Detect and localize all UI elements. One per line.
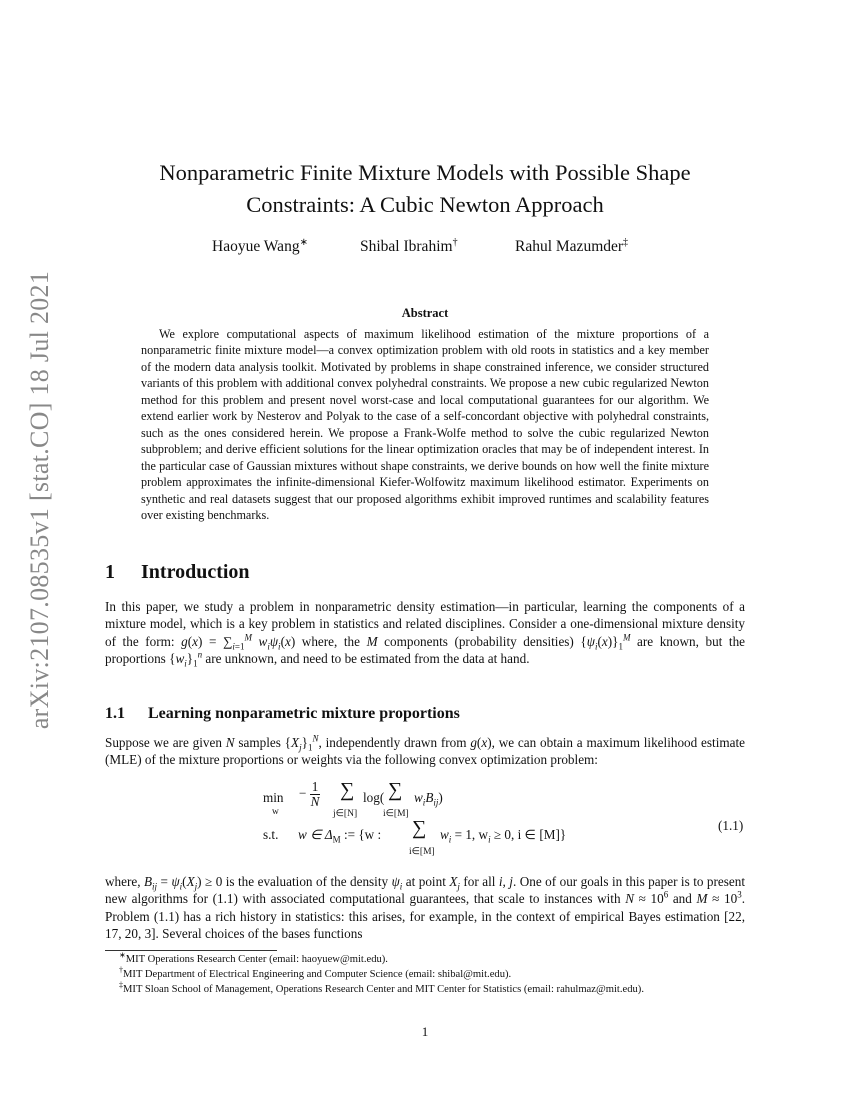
para2-text-b: samples: [234, 735, 285, 750]
eq-neg-frac: − $\frac{1}{N}$: [299, 779, 320, 809]
para2-text-d: , we can obtain a maximum likelihood estimate (MLE) of the mixture proportions or weights via the following convex optimization problem:: [105, 735, 745, 768]
title-line-2: Constraints: A Cubic Newton Approach: [246, 192, 604, 217]
para3-text-a: where,: [105, 874, 144, 889]
footnote-2: [105, 967, 765, 982]
page-number: 1: [421, 1024, 429, 1039]
section-number: 1: [105, 561, 115, 583]
eq-min: min: [263, 790, 284, 805]
eq-constraint-c: w: [440, 827, 449, 842]
intro-text-b: where, the: [295, 633, 367, 649]
eq-constraint-a: w ∈ Δ: [298, 827, 333, 842]
eq-summand: $w_iB_{ij}$): [414, 790, 443, 808]
eq-st: s.t.: [263, 827, 279, 842]
intro-text-e: are unknown, and need to be estimated from the data at hand.: [202, 651, 530, 667]
subsection-heading: [105, 705, 460, 723]
eq-frac-den: N: [310, 794, 320, 809]
footnotes: [105, 952, 765, 997]
subsection-title: Learning nonparametric mixture proportions: [148, 705, 460, 722]
paper-title: [100, 157, 750, 221]
equation-number: (1.1): [718, 818, 744, 833]
author-2-mark: †: [452, 236, 458, 248]
author-3-mark: ‡: [623, 236, 629, 248]
eq-constraint-e: ≥ 0, i ∈ [M]}: [490, 827, 567, 842]
footnote-2-text: MIT Department of Electrical Engineering and Computer Science (email: shibal@mit.edu).: [123, 969, 512, 980]
para3-text-g: . Problem (1.1) has a rich history in statistics: this arises, for example, in the context of empirical Bayes estimation [22, 17, 20, 3]. Several choices of the bases functions: [105, 891, 745, 942]
eq-sum-1-sub: j∈[N]: [333, 809, 358, 819]
author-1: [212, 238, 308, 256]
eq-sum-2-sub: i∈[M]: [383, 809, 409, 819]
intro-paragraph: In this paper, we study a problem in nonparametric density estimation—in particular, learning the components of a mixture model, which is a key problem in statistics and related disciplines. Consider a one-dimensional mixture density of the form: $g(x) = \sum_{i=1}^M$ $w_i\psi_i(x)$ where, the M components (probability densities) $\{\psi_i(x)\}_1^M$ are known, but the proportions $\{w_i\}_1^n$ are unknown, and need to be estimated from the data at hand.: [105, 599, 746, 669]
para3-text-f: and: [668, 891, 697, 907]
author-2: [360, 238, 458, 256]
footnote-1: [105, 952, 765, 967]
para3-text-d: for all: [459, 874, 499, 889]
eq-frac-num: 1: [311, 779, 319, 794]
intro-text-c: components (probability densities): [377, 633, 581, 649]
para2-text-c: , independently drawn from: [318, 735, 471, 750]
eq-close: ): [438, 790, 443, 805]
footnote-2-mark: †: [119, 965, 123, 975]
mle-paragraph: Suppose we are given N samples $\{X_j\}_1^N$, independently drawn from g(x), we can obtain a maximum likelihood estimate (MLE) of the mixture proportions or weights via the following convex optimization problem:: [105, 733, 745, 768]
abstract-heading: Abstract: [401, 306, 449, 320]
intro-text-a: In this paper, we study a problem in nonparametric density estimation—in particular, learning the components of a mixture model, which is a key problem in statistics and related disciplines. Consider a one-dimensional mixture density of the form:: [105, 599, 745, 649]
footnote-3-mark: ‡: [119, 980, 123, 990]
footnote-1-text: MIT Operations Research Center (email: haoyuew@mit.edu).: [125, 954, 388, 965]
eq-constraint-rest: $w_i = 1$, $w_i \ge 0$, i ∈ [M]}: [440, 827, 567, 845]
footnote-1-mark: ∗: [119, 950, 126, 960]
arxiv-sidebar-stamp: [20, 270, 60, 730]
eq-log: log(: [363, 790, 385, 805]
footnote-3: [105, 982, 765, 997]
eq-constraint-b: := {w :: [340, 827, 382, 842]
bases-paragraph: where, $B_{ij} = \psi_i(X_j) \ge 0$ is the evaluation of the density $\psi_i$ at point $X_j$ for all i, j. One of our goals in this paper is to present new algorithms for (1.1) with associated computational guarantees, that scale to instances with $N \approx 10^6$ and $M \approx 10^3$. Problem (1.1) has a rich history in statistics: this arises, for example, in the context of empirical Bayes estimation [22, 17, 20, 3]. Several choices of the bases functions: [105, 874, 745, 942]
abstract-body: We explore computational aspects of maximum likelihood estimation of the mixture proportions of a nonparametric finite mixture model—a convex optimization problem with old roots in statistics and a key member of the modern data analysis toolkit. Motivated by problems in shape constrained inference, we consider structured variants of this problem with additional convex polyhedral constraints. We propose a new cubic regularized Newton method for this problem and present novel worst-case and local computational guarantees for our algorithm. We extend earlier work by Nesterov and Polyak to the case of a self-concordant objective with polyhedral constraints, such as the ones considered herein. We propose a Frank-Wolfe method to solve the cubic regularized Newton subproblem; and derive efficient solutions for the linear optimization oracles that may be of independent interest. In the particular case of Gaussian mixtures without shape constraints, we derive bounds on how well the finite mixture problem approximates the infinite-dimensional Kiefer-Wolfowitz maximum likelihood estimator. Experiments on synthetic and real datasets suggest that our proposed algorithms exhibit improved runtimes and scalability features over existing benchmarks.: [141, 327, 709, 522]
footnote-rule: [105, 950, 277, 951]
author-1-mark: ∗: [299, 236, 308, 248]
para3-text-b: is the evaluation of the density: [222, 874, 392, 889]
title-line-1: Nonparametric Finite Mixture Models with Possible Shape: [159, 160, 691, 185]
eq-sum-3-sub: i∈[M]: [409, 847, 435, 857]
eq-sum-1: ∑: [340, 779, 355, 801]
eq-constraint: [298, 827, 381, 843]
eq-min-sub: w: [272, 807, 279, 817]
eq-constraint-sub: M: [332, 834, 341, 845]
para3-text-e: . One of our goals in this paper is to present new algorithms for (1.1) with associated computational guarantees, that scale to instances with: [105, 874, 745, 907]
section-heading-introduction: [105, 561, 250, 584]
footnote-3-text: MIT Sloan School of Management, Operations Research Center and MIT Center for Statistics (email: rahulmaz@mit.edu).: [123, 984, 644, 995]
intro-text-d: are known, but the proportions: [105, 633, 746, 667]
eq-constraint-d: = 1, w: [451, 827, 489, 842]
eq-sum-2: ∑: [388, 779, 403, 801]
section-title: Introduction: [141, 561, 250, 583]
arxiv-identifier: arXiv:2107.08535v1 [stat.CO] 18 Jul 2021: [25, 270, 54, 730]
author-2-name: Shibal Ibrahim: [360, 238, 453, 255]
author-3-name: Rahul Mazumder: [515, 238, 624, 255]
author-1-name: Haoyue Wang: [212, 238, 300, 255]
author-3: [515, 238, 628, 256]
author-list: [0, 238, 850, 262]
subsection-number: 1.1: [105, 705, 125, 722]
para3-text-c: at point: [402, 874, 450, 889]
para2-text-a: Suppose we are given: [105, 735, 226, 750]
eq-sum-3: ∑: [412, 817, 427, 839]
